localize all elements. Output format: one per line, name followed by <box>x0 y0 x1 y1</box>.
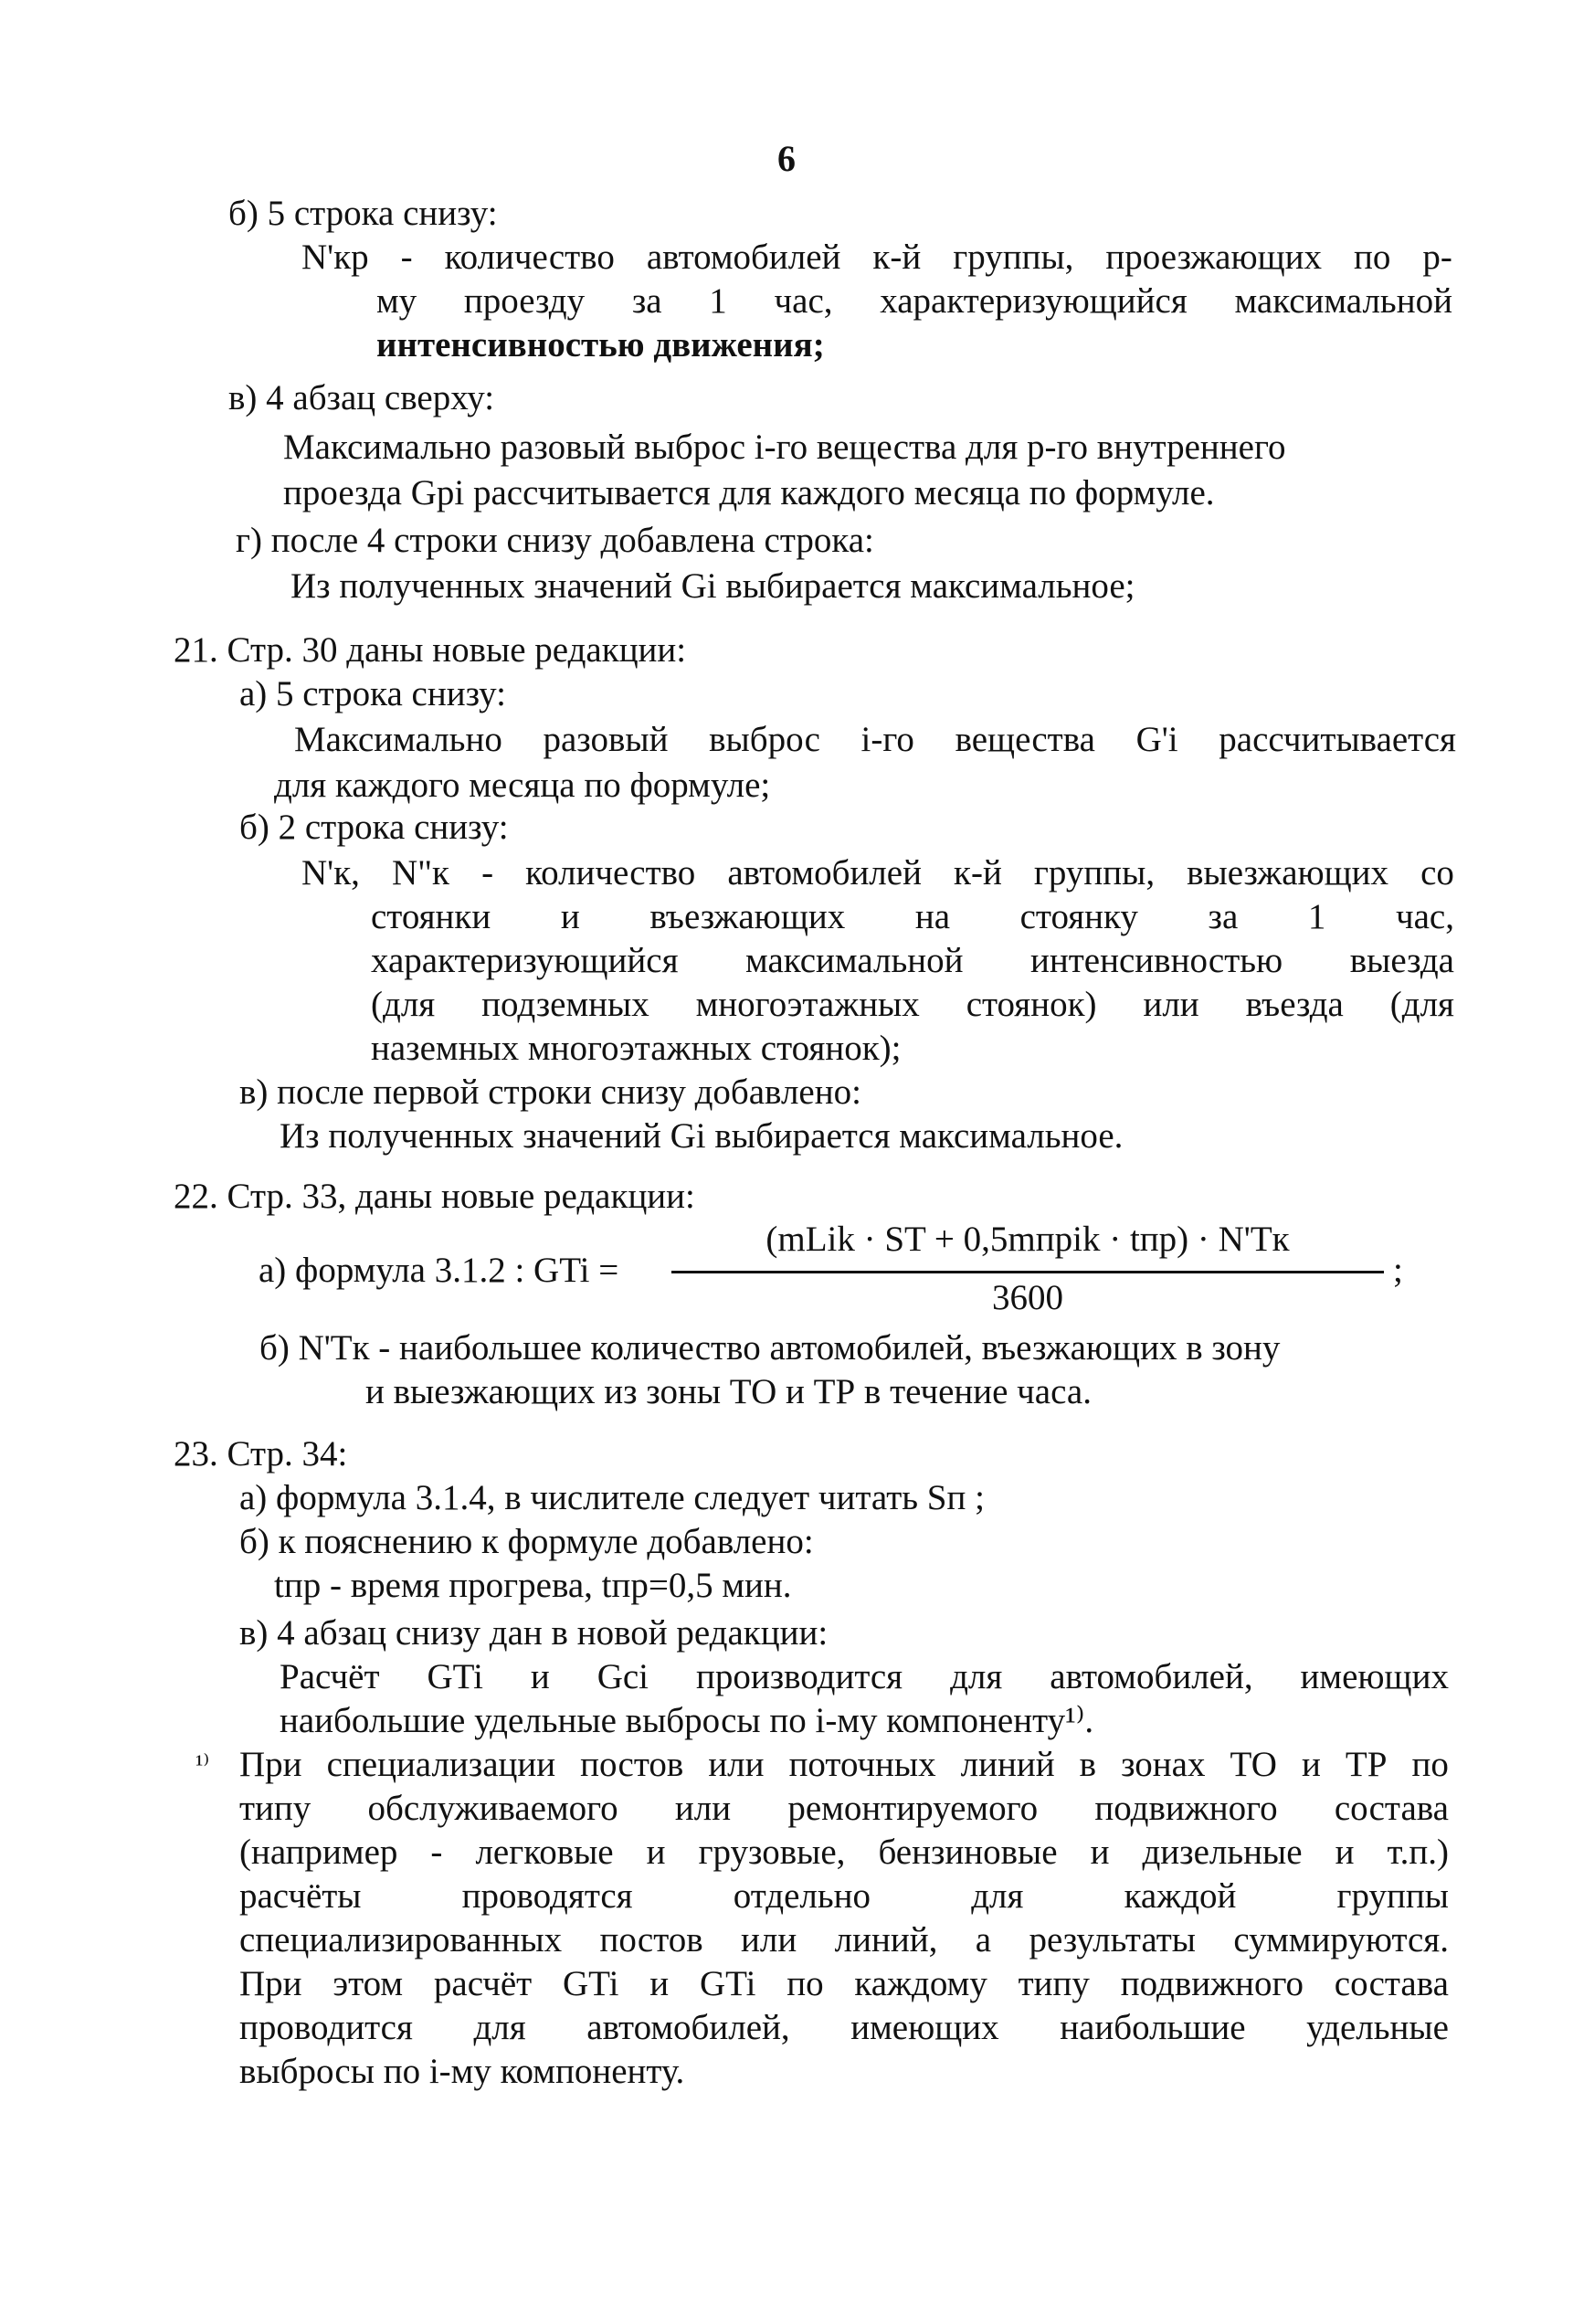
s23-v-line1: Расчёт GTi и Gсi производится для автомобилей, имеющих <box>280 1657 1449 1696</box>
s23-v-line2: наибольшие удельные выбросы по i-му компоненту¹⁾. <box>280 1701 1094 1740</box>
s21-b-label: б) 2 строка снизу: <box>239 808 509 847</box>
s21-b-line1: N'к, N"к - количество автомобилей к-й группы, выезжающих со <box>301 853 1454 893</box>
s21-b-line5: наземных многоэтажных стоянок); <box>371 1029 902 1068</box>
s21-b-line2: стоянки и въезжающих на стоянку за 1 час, <box>371 897 1454 936</box>
formula-denominator: 3600 <box>992 1278 1063 1317</box>
s23-heading: 23. Стр. 34: <box>174 1434 348 1474</box>
footnote-line4: расчёты проводятся отдельно для каждой группы <box>239 1876 1449 1916</box>
footnote-mark: ¹⁾ <box>195 1750 210 1779</box>
s21-a-line1: Максимально разовый выброс i-го вещества G'i рассчитывается <box>294 720 1456 759</box>
formula-numerator: (mLik · ST + 0,5mпрik · tпр) · N'Tк <box>765 1220 1290 1259</box>
s21-a-line2: для каждого месяца по формуле; <box>274 766 771 805</box>
s21-b-line3: характеризующийся максимальной интенсивностью выезда <box>371 941 1454 980</box>
s21-b-line4: (для подземных многоэтажных стоянок) или въезда (для <box>371 985 1454 1024</box>
formula-label: а) формула 3.1.2 : GTi = <box>259 1251 619 1290</box>
footnote-line6: При этом расчёт GTi и GTi по каждому типу подвижного состава <box>239 1964 1449 2003</box>
s20v-line2: проезда Gрi рассчитывается для каждого месяца по формуле. <box>283 473 1215 512</box>
page-number: 6 <box>777 138 796 179</box>
s20g-line1: Из полученных значений Gi выбирается максимальное; <box>290 566 1135 606</box>
s20b-label: б) 5 строка снизу: <box>228 194 498 233</box>
s20g-label: г) после 4 строки снизу добавлена строка: <box>236 521 874 560</box>
s22-heading: 22. Стр. 33, даны новые редакции: <box>174 1177 695 1216</box>
s22-b-line2: и выезжающих из зоны ТО и ТР в течение часа. <box>365 1372 1092 1411</box>
footnote-line7: проводится для автомобилей, имеющих наибольшие удельные <box>239 2008 1449 2047</box>
s23-b-line: б) к пояснению к формуле добавлено: <box>239 1522 814 1561</box>
footnote-line5: специализированных постов или линий, а результаты суммируются. <box>239 1920 1449 1960</box>
s20v-label: в) 4 абзац сверху: <box>228 378 495 417</box>
s21-v-label: в) после первой строки снизу добавлено: <box>239 1072 861 1112</box>
formula-semicolon: ; <box>1393 1251 1403 1290</box>
s21-a-label: а) 5 строка снизу: <box>239 674 507 713</box>
s20v-line1: Максимально разовый выброс i-го вещества для р-го внутреннего <box>283 428 1286 467</box>
footnote-line3: (например - легковые и грузовые, бензиновые и дизельные и т.п.) <box>239 1833 1449 1872</box>
s20b-line2: му проезду за 1 час, характеризующийся максимальной <box>376 281 1452 321</box>
fraction-bar <box>671 1271 1384 1273</box>
s20b-term: N'кр - количество автомобилей к-й группы, проезжающих по р- <box>301 238 1452 277</box>
footnote-line1: При специализации постов или поточных линий в зонах ТО и ТР по <box>239 1745 1449 1784</box>
footnote-line8: выбросы по i-му компоненту. <box>239 2052 685 2091</box>
s21-v-line1: Из полученных значений Gi выбирается максимальное. <box>280 1116 1124 1156</box>
s23-v-label: в) 4 абзац снизу дан в новой редакции: <box>239 1613 829 1653</box>
footnote-line2: типу обслуживаемого или ремонтируемого подвижного состава <box>239 1789 1449 1828</box>
s21-heading: 21. Стр. 30 даны новые редакции: <box>174 630 687 670</box>
s23-a-line: а) формула 3.1.4, в числителе следует читать Sп ; <box>239 1478 985 1517</box>
s22-b-line1: б) N'Tк - наибольшее количество автомобилей, въезжающих в зону <box>259 1328 1281 1368</box>
s23-b-def: tпр - время прогрева, tпр=0,5 мин. <box>274 1566 792 1605</box>
s20b-line3: интенсивностью движения; <box>376 325 825 364</box>
